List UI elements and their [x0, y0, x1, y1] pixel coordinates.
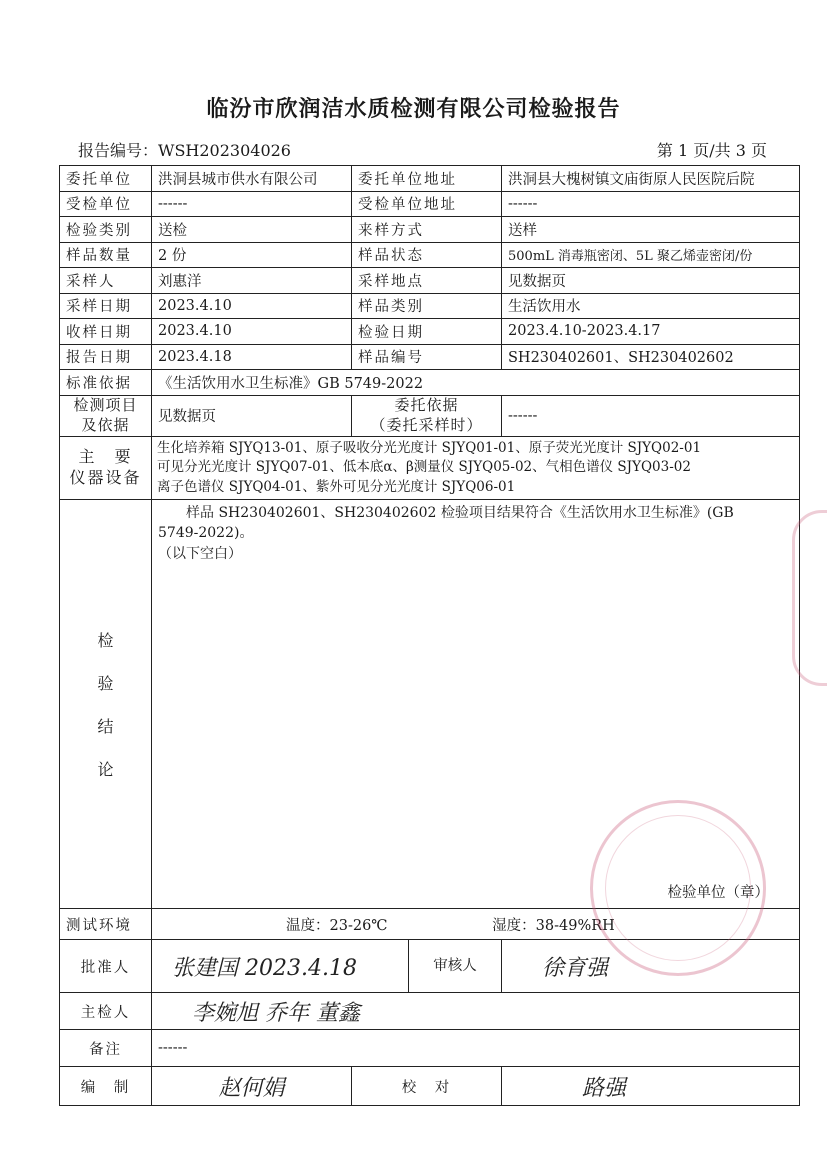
humidity: 湿度：38-49%RH: [492, 917, 615, 934]
row-quantity: [60, 242, 800, 268]
label-items: [60, 395, 152, 436]
conclusion-text: [152, 500, 799, 567]
label-inspected-address: 受检单位地址: [352, 191, 502, 217]
value-approver: [152, 940, 502, 993]
page-number: 第 1 页/共 3 页: [656, 141, 767, 160]
label-equipment: [60, 436, 152, 500]
value-test-date: 2023.4.10-2023.4.17: [502, 319, 800, 345]
conclusion-line2: 5749-2022)。: [158, 525, 254, 542]
row-compiler: [60, 1067, 800, 1106]
label-sample-number: 样品编号: [352, 344, 502, 370]
row-sampler: [60, 268, 800, 294]
row-approver: [60, 940, 800, 993]
value-standard: 《生活饮用水卫生标准》GB 5749-2022: [152, 370, 800, 396]
conclusion-char: 结: [97, 717, 114, 737]
checker-signature: 路强: [582, 1075, 627, 1101]
row-equipment: [60, 436, 800, 500]
conclusion-char: 论: [97, 760, 114, 780]
reviewer-signature: 徐育强: [542, 955, 609, 981]
row-receive-date: [60, 319, 800, 345]
label-report-date: 报告日期: [60, 344, 152, 370]
conclusion-line3: （以下空白）: [158, 545, 242, 562]
label-receive-date: 收样日期: [60, 319, 152, 345]
value-entrust-basis: ------: [502, 395, 800, 436]
label-sample-method: 来样方式: [352, 217, 502, 243]
stamp-label: 检验单位（章）: [667, 885, 769, 902]
value-client-address: 洪洞县大槐树镇文庙街原人民医院后院: [502, 166, 800, 192]
value-sample-method: 送样: [502, 217, 800, 243]
value-sample-state: 500mL 消毒瓶密闭、5L 聚乙烯壶密闭/份: [502, 242, 800, 268]
label-category: 检验类别: [60, 217, 152, 243]
equipment-line: 离子色谱仪 SJYQ04-01、紫外可见分光光度计 SJYQ06-01: [157, 478, 516, 495]
value-items: 见数据页: [152, 395, 352, 436]
value-compiler: [152, 1067, 352, 1106]
value-inspector: [152, 993, 800, 1030]
label-sample-type: 样品类别: [352, 293, 502, 319]
label-sampler: 采样人: [60, 268, 152, 294]
equipment-line: 生化培养箱 SJYQ13-01、原子吸收分光光度计 SJYQ01-01、原子荧光光度计 SJYQ02-01: [157, 439, 702, 456]
row-report-date: [60, 344, 800, 370]
label-items-line1: 检测项目: [73, 396, 138, 414]
value-conclusion: [152, 500, 800, 909]
label-inspector: 主检人: [60, 993, 152, 1030]
label-inspected: 受检单位: [60, 191, 152, 217]
row-client: [60, 166, 800, 192]
row-remarks: [60, 1030, 800, 1067]
row-items: [60, 395, 800, 436]
label-compiler: 编 制: [60, 1067, 152, 1106]
label-test-date: 检验日期: [352, 319, 502, 345]
label-entrust-basis: [352, 395, 502, 436]
label-entrust-basis-line2: （委托采样时）: [370, 415, 483, 434]
value-sample-type: 生活饮用水: [502, 293, 800, 319]
value-inspected-address: ------: [502, 191, 800, 217]
value-sample-date: 2023.4.10: [152, 293, 352, 319]
row-environment: [60, 909, 800, 940]
value-remarks: ------: [152, 1030, 800, 1067]
label-sample-state: 样品状态: [352, 242, 502, 268]
value-quantity: 2 份: [152, 242, 352, 268]
row-standard: [60, 370, 800, 396]
label-entrust-basis-line1: 委托依据: [394, 396, 459, 414]
label-approver: 批准人: [60, 940, 152, 993]
row-inspector: [60, 993, 800, 1030]
inspector-signature: 李婉旭 乔年 董鑫: [192, 1000, 360, 1026]
row-conclusion: [60, 500, 800, 909]
conclusion-char: 检: [97, 631, 114, 651]
approver-signature: 张建国 2023.4.18: [172, 955, 357, 981]
value-sampler: 刘惠洋: [152, 268, 352, 294]
label-sample-date: 采样日期: [60, 293, 152, 319]
compiler-signature: 赵何娟: [218, 1075, 285, 1101]
conclusion-line1: 样品 SH230402601、SH230402602 检验项目结果符合《生活饮用水卫生标准》(GB: [186, 505, 734, 522]
report-title: 临汾市欣润洁水质检测有限公司检验报告: [206, 97, 621, 122]
value-report-date: 2023.4.18: [152, 344, 352, 370]
label-environment: 测试环境: [60, 909, 152, 940]
value-environment: [152, 909, 800, 940]
label-sample-location: 采样地点: [352, 268, 502, 294]
report-number: 报告编号：WSH202304026: [78, 141, 291, 160]
value-client: 洪洞县城市供水有限公司: [152, 166, 352, 192]
label-standard: 标准依据: [60, 370, 152, 396]
value-inspected: ------: [152, 191, 352, 217]
label-equipment-line1: 主 要: [78, 447, 133, 467]
row-inspected: [60, 191, 800, 217]
value-receive-date: 2023.4.10: [152, 319, 352, 345]
row-sample-date: [60, 293, 800, 319]
value-sample-number: SH230402601、SH230402602: [502, 344, 800, 370]
value-category: 送检: [152, 217, 352, 243]
value-sample-location: 见数据页: [502, 268, 800, 294]
label-remarks: 备注: [60, 1030, 152, 1067]
value-reviewer: [502, 940, 800, 993]
conclusion-char: 验: [97, 674, 114, 694]
value-equipment: [152, 436, 800, 500]
value-checker: [502, 1067, 800, 1106]
temperature: 温度：23-26℃: [286, 917, 388, 934]
edge-seal: [792, 510, 827, 686]
label-items-line2: 及依据: [81, 415, 130, 434]
label-reviewer: 审核人: [408, 940, 501, 992]
label-quantity: 样品数量: [60, 242, 152, 268]
label-equipment-line2: 仪器设备: [69, 467, 142, 487]
row-category: [60, 217, 800, 243]
label-conclusion: [60, 500, 152, 909]
label-client-address: 委托单位地址: [352, 166, 502, 192]
equipment-line: 可见分光光度计 SJYQ07-01、低本底α、β测量仪 SJYQ05-02、气相色谱仪 SJYQ03-02: [157, 459, 691, 476]
label-checker: 校 对: [352, 1067, 502, 1106]
label-client: 委托单位: [60, 166, 152, 192]
report-table: [59, 165, 800, 1106]
